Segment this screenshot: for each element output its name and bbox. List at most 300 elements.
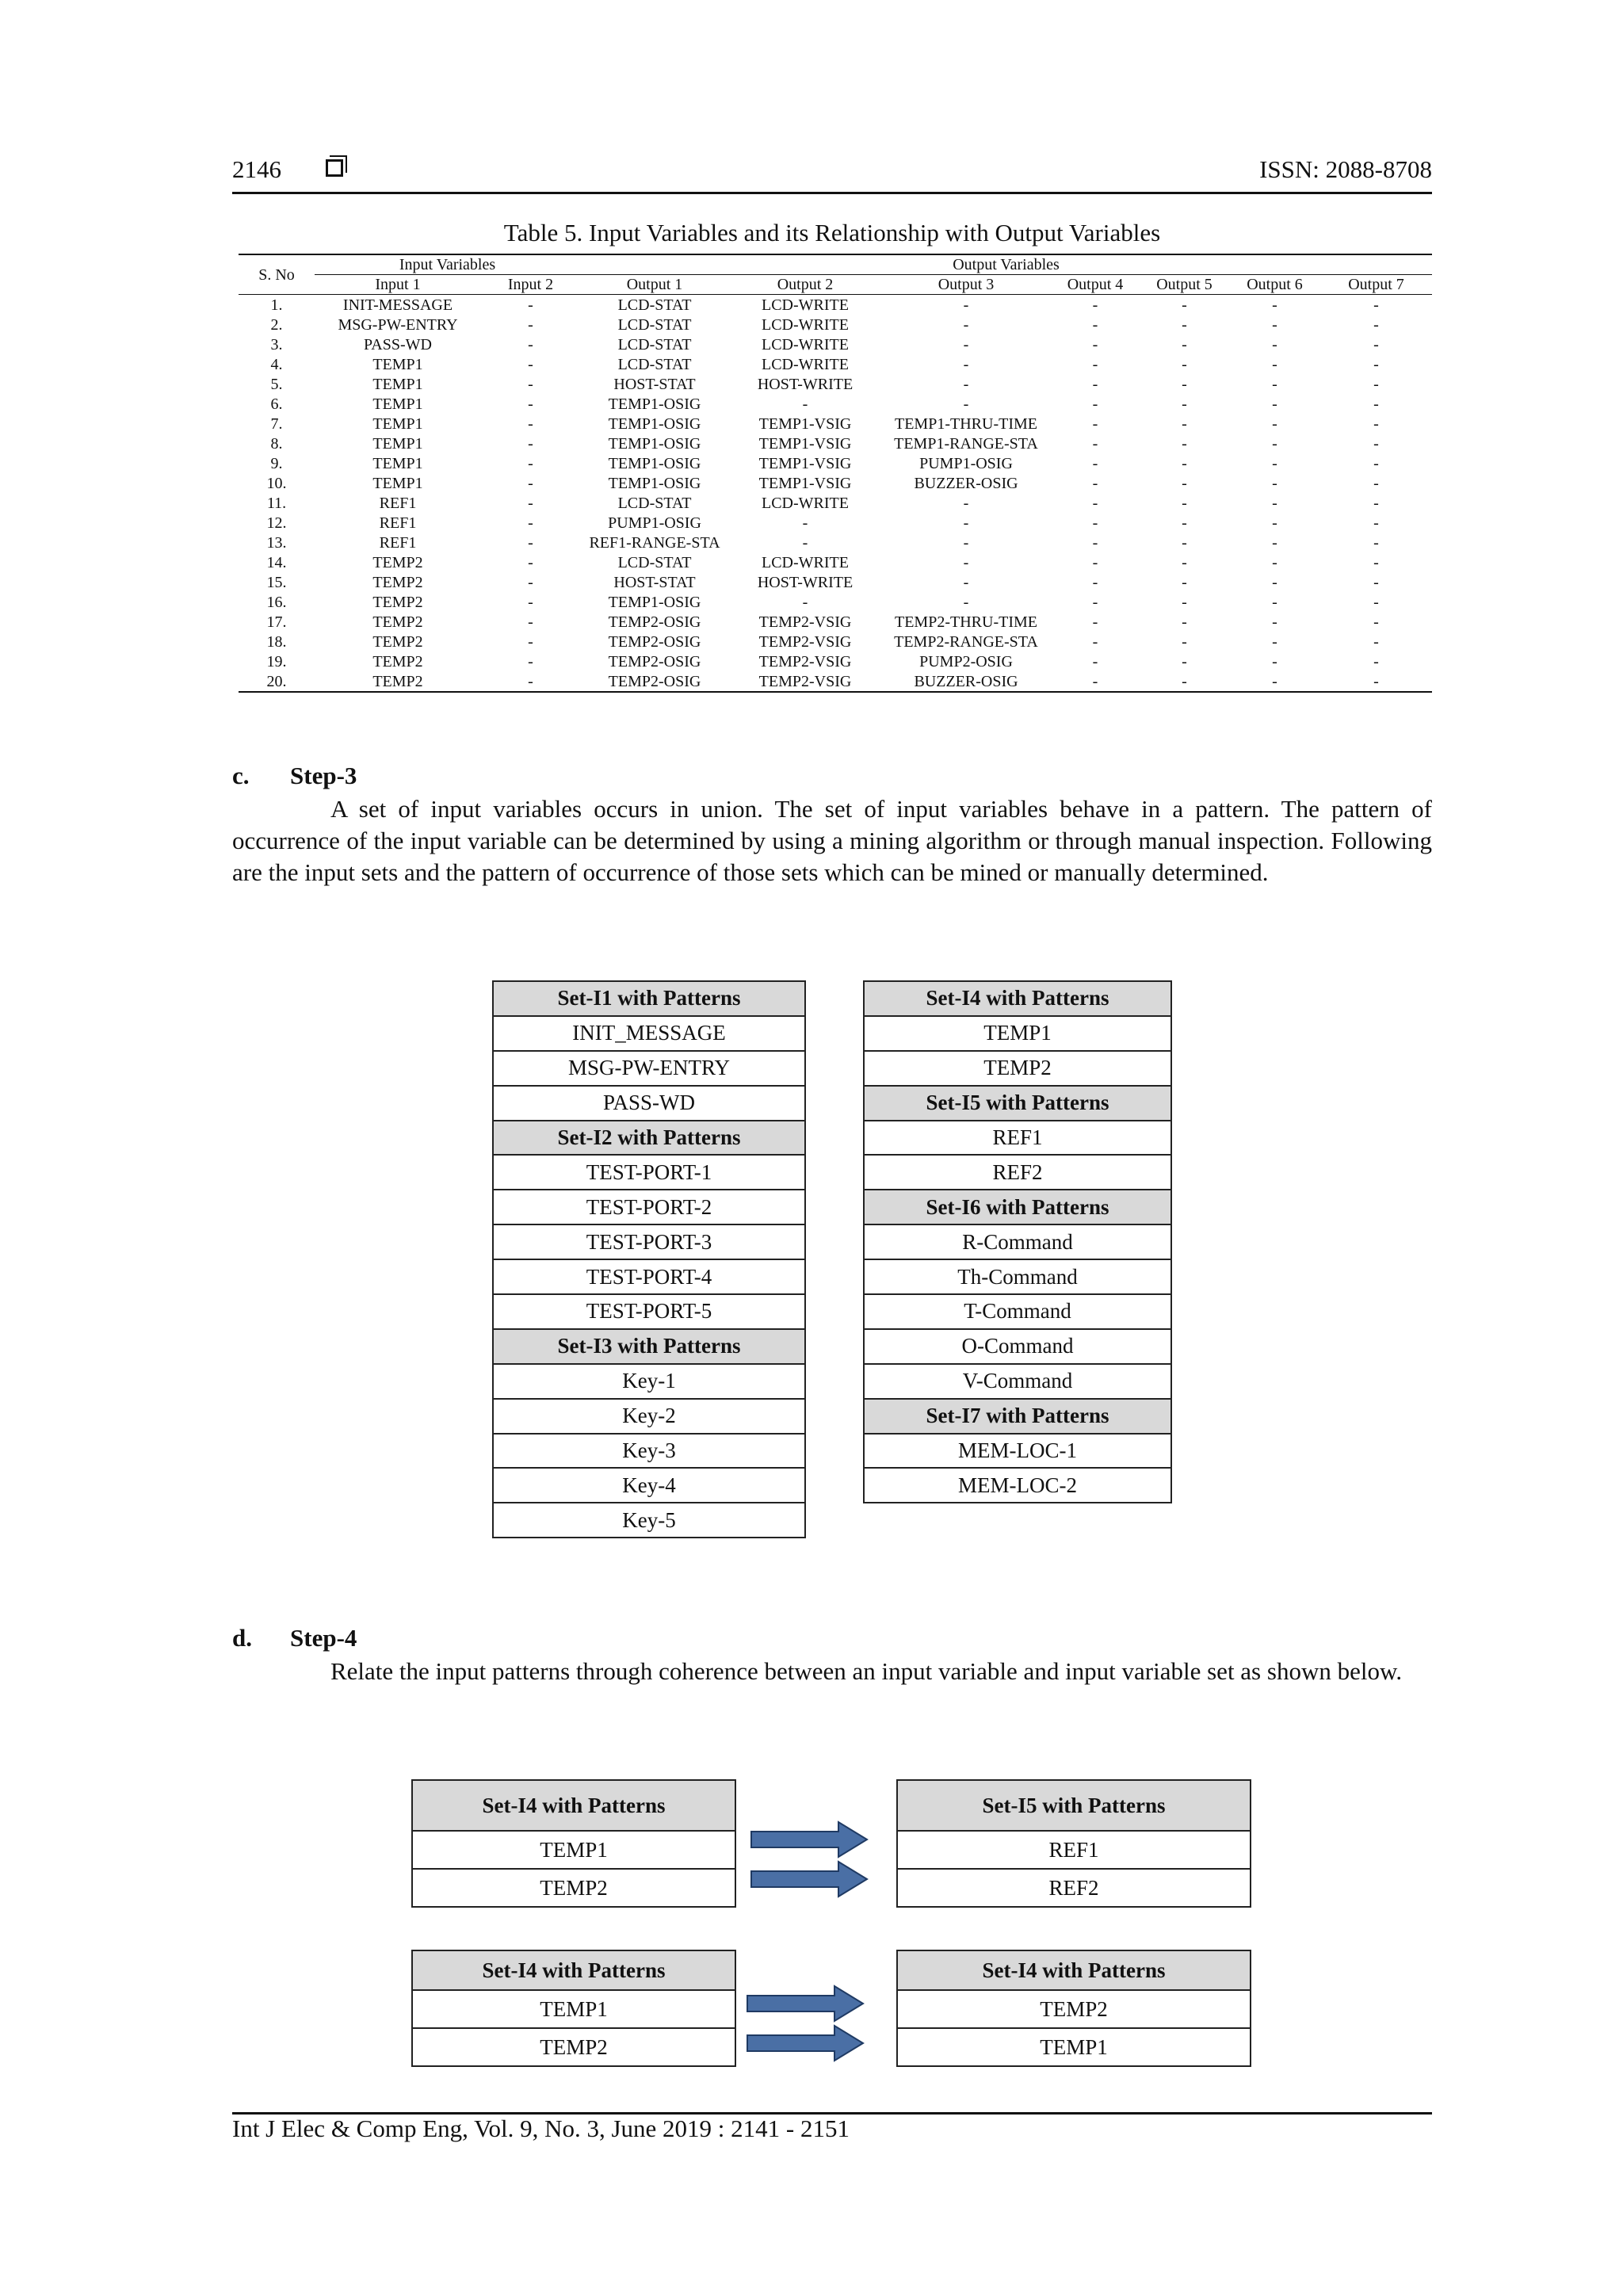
- table-cell: -: [963, 573, 969, 591]
- set-item-row: [864, 1364, 1171, 1399]
- table-cell: 16.: [266, 593, 287, 611]
- table-row: [239, 632, 1432, 651]
- set-item-row: [493, 1503, 805, 1538]
- right-arrow-icon: [747, 2026, 863, 2061]
- table-cell: REF1-RANGE-STA: [589, 533, 720, 552]
- relation-1-arrows: [750, 1820, 869, 1901]
- table-cell: -: [1272, 553, 1277, 571]
- table-cell: -: [1092, 454, 1098, 472]
- set-item-row: [864, 1468, 1171, 1503]
- set-item-row: [493, 1155, 805, 1190]
- table-cell: -: [528, 395, 533, 413]
- set-item-row: [864, 1259, 1171, 1294]
- table-cell: TEMP2: [315, 671, 481, 692]
- set-item: TEST-PORT-4: [493, 1259, 805, 1294]
- set-item: Th-Command: [864, 1259, 1171, 1294]
- set-item: Key-5: [493, 1503, 805, 1538]
- column-header: Output 2: [729, 275, 881, 295]
- set-item: TEMP2: [864, 1051, 1171, 1086]
- table-cell: TEMP1-VSIG: [758, 454, 852, 472]
- table-cell: 15.: [266, 573, 287, 591]
- table-cell: -: [481, 671, 580, 692]
- set-title: Set-I7 with Patterns: [864, 1399, 1171, 1434]
- table-cell: TEMP1: [372, 375, 423, 393]
- table-row: [239, 552, 1432, 572]
- table-cell: TEMP2-VSIG: [729, 671, 881, 692]
- table-cell: -: [1373, 533, 1379, 552]
- set-item-row: [412, 1990, 735, 2028]
- table-cell: TEMP1: [372, 395, 423, 413]
- pattern-sets-left: [492, 980, 806, 1538]
- table-cell: -: [1272, 375, 1277, 393]
- table-cell: HOST-WRITE: [757, 573, 854, 591]
- table-cell: -: [1092, 494, 1098, 512]
- set-item: TEMP1: [412, 1831, 735, 1869]
- table-cell: LCD-WRITE: [762, 296, 849, 314]
- table-cell: 6.: [270, 395, 283, 413]
- table-cell: BUZZER-OSIG: [914, 474, 1018, 492]
- table-cell: TEMP1: [372, 434, 423, 453]
- step4-paragraph: [232, 1656, 1432, 1687]
- table-cell: TEMP1: [372, 415, 423, 433]
- table-cell: -: [1229, 671, 1320, 692]
- set-item: REF1: [897, 1831, 1251, 1869]
- table-cell: -: [1092, 375, 1098, 393]
- table-cell: -: [528, 652, 533, 670]
- set-item-row: [493, 1259, 805, 1294]
- table-cell: 7.: [270, 415, 283, 433]
- table-cell: -: [1092, 652, 1098, 670]
- step3-paragraph: [232, 793, 1432, 888]
- table-cell: -: [802, 395, 808, 413]
- set-item-row: [493, 1434, 805, 1469]
- table-cell: -: [1092, 315, 1098, 334]
- set-item-row: [493, 1190, 805, 1224]
- table-row: [239, 533, 1432, 552]
- table-cell: -: [1182, 474, 1187, 492]
- table-cell: TEMP2: [372, 573, 423, 591]
- table-cell: -: [1272, 454, 1277, 472]
- table-cell: -: [1272, 514, 1277, 532]
- set-item-row: [412, 2028, 735, 2066]
- table-cell: -: [528, 434, 533, 453]
- table-cell: LCD-WRITE: [762, 553, 849, 571]
- set-item: REF1: [864, 1121, 1171, 1156]
- column-header: Output 7: [1320, 275, 1432, 295]
- set-item-row: [493, 1016, 805, 1051]
- table-cell: -: [1272, 474, 1277, 492]
- table-cell: -: [963, 395, 969, 413]
- set-item: TEST-PORT-2: [493, 1190, 805, 1224]
- set-item: MEM-LOC-2: [864, 1468, 1171, 1503]
- table-cell: -: [802, 514, 808, 532]
- table-cell: -: [1182, 573, 1187, 591]
- table-cell: LCD-STAT: [617, 315, 692, 334]
- set-item-row: [897, 1990, 1251, 2028]
- table-row: [239, 513, 1432, 533]
- table-caption: Table 5. Input Variables and its Relationship with Output Variables: [503, 219, 1161, 246]
- set-title: Set-I6 with Patterns: [864, 1190, 1171, 1224]
- set-header-row: [864, 1190, 1171, 1224]
- relation-2-right-set: [896, 1950, 1251, 2067]
- header-rule: [232, 192, 1432, 194]
- table-cell: -: [963, 553, 969, 571]
- table-cell: -: [1373, 553, 1379, 571]
- table-cell: -: [963, 514, 969, 532]
- set-header-row: [493, 981, 805, 1016]
- set-item: REF2: [864, 1155, 1171, 1190]
- table-cell: LCD-STAT: [617, 553, 692, 571]
- section-title-step4: Step-4: [290, 1624, 357, 1652]
- table-cell: TEMP2-OSIG: [608, 613, 701, 631]
- table-cell: -: [1373, 296, 1379, 314]
- column-header: Output 4: [1051, 275, 1140, 295]
- set-title: Set-I4 with Patterns: [897, 1950, 1251, 1990]
- table-cell: TEMP1-OSIG: [608, 474, 701, 492]
- table-cell: -: [528, 335, 533, 353]
- column-header: Output 5: [1140, 275, 1229, 295]
- table-row: [239, 473, 1432, 493]
- table-cell: PUMP1-OSIG: [919, 454, 1013, 472]
- set-item-row: [897, 2028, 1251, 2066]
- set-item-row: [897, 1869, 1251, 1907]
- table-row: [239, 493, 1432, 513]
- set-item: T-Command: [864, 1294, 1171, 1329]
- column-header: Input 1: [315, 275, 481, 295]
- table-cell: -: [528, 632, 533, 651]
- table-cell: -: [1092, 355, 1098, 373]
- table-cell: PUMP1-OSIG: [608, 514, 701, 532]
- table-cell: -: [1182, 434, 1187, 453]
- table-cell: -: [1092, 474, 1098, 492]
- right-arrow-icon: [747, 1986, 863, 2021]
- table-cell: 8.: [270, 434, 283, 453]
- table-cell: 14.: [266, 553, 287, 571]
- set-item-row: [493, 1399, 805, 1434]
- table-cell: 20.: [239, 671, 315, 692]
- table-cell: TEMP1-THRU-TIME: [895, 415, 1037, 433]
- relation-2-left-set: [411, 1950, 736, 2067]
- table-cell: -: [1373, 494, 1379, 512]
- table-cell: -: [963, 315, 969, 334]
- table-cell: -: [1373, 514, 1379, 532]
- table-cell: -: [963, 533, 969, 552]
- table-cell: -: [1182, 335, 1187, 353]
- table-cell: -: [1272, 533, 1277, 552]
- table-cell: -: [1373, 613, 1379, 631]
- table-cell: TEMP2: [372, 613, 423, 631]
- table-cell: -: [1140, 671, 1229, 692]
- table-cell: -: [1182, 632, 1187, 651]
- table-cell: -: [1373, 434, 1379, 453]
- table-row: [239, 592, 1432, 612]
- set-item: TEST-PORT-1: [493, 1155, 805, 1190]
- table-cell: -: [1272, 632, 1277, 651]
- set-item: TEST-PORT-5: [493, 1294, 805, 1329]
- section-label-d: d.: [232, 1624, 252, 1652]
- table-cell: -: [1092, 593, 1098, 611]
- step4-text: Relate the input patterns through coherence between an input variable and input variable set as shown below.: [330, 1657, 1403, 1685]
- table-cell: TEMP2-VSIG: [758, 652, 852, 670]
- table-cell: -: [1092, 632, 1098, 651]
- table-cell: TEMP2-OSIG: [608, 652, 701, 670]
- table-cell: -: [1272, 652, 1277, 670]
- table-cell: TEMP1: [372, 454, 423, 472]
- table-cell: -: [1373, 315, 1379, 334]
- set-item: TEMP1: [412, 1990, 735, 2028]
- set-item: R-Command: [864, 1224, 1171, 1259]
- set-item-row: [864, 1294, 1171, 1329]
- set-item-row: [493, 1051, 805, 1086]
- table-cell: PUMP2-OSIG: [919, 652, 1013, 670]
- table-cell: LCD-STAT: [617, 494, 692, 512]
- table-cell: -: [1182, 395, 1187, 413]
- table-cell: -: [963, 335, 969, 353]
- table-cell: HOST-STAT: [613, 375, 696, 393]
- table-cell: -: [1182, 494, 1187, 512]
- table-cell: -: [1092, 335, 1098, 353]
- table-cell: -: [1373, 593, 1379, 611]
- table-cell: -: [528, 553, 533, 571]
- set-header-row: [897, 1950, 1251, 1990]
- table-cell: -: [1092, 296, 1098, 314]
- footer-citation: Int J Elec & Comp Eng, Vol. 9, No. 3, June 2019 : 2141 - 2151: [232, 2115, 850, 2142]
- table-cell: -: [1092, 613, 1098, 631]
- table-cell: -: [1373, 415, 1379, 433]
- table-cell: -: [1182, 652, 1187, 670]
- set-item: Key-1: [493, 1364, 805, 1399]
- table-cell: 1.: [270, 296, 283, 314]
- table-cell: TEMP2-THRU-TIME: [895, 613, 1037, 631]
- table-cell: TEMP2-RANGE-STA: [894, 632, 1038, 651]
- column-header: Output 6: [1229, 275, 1320, 295]
- table-cell: 4.: [270, 355, 283, 373]
- table-cell: -: [1182, 613, 1187, 631]
- table-cell: PASS-WD: [364, 335, 432, 353]
- table-cell: TEMP2: [372, 632, 423, 651]
- table-cell: -: [1373, 573, 1379, 591]
- set-item: Key-3: [493, 1434, 805, 1469]
- section-label-c: c.: [232, 762, 250, 789]
- table-cell: REF1: [379, 494, 417, 512]
- table-cell: -: [1373, 454, 1379, 472]
- table-cell: LCD-WRITE: [762, 335, 849, 353]
- table-cell: 3.: [270, 335, 283, 353]
- table-cell: -: [528, 355, 533, 373]
- set-item: TEST-PORT-3: [493, 1224, 805, 1259]
- set-title: Set-I1 with Patterns: [493, 981, 805, 1016]
- table-cell: -: [1182, 375, 1187, 393]
- table-row: [239, 671, 1432, 692]
- table-row: [239, 394, 1432, 414]
- table-cell: -: [1272, 415, 1277, 433]
- set-item: TEMP2: [897, 1990, 1251, 2028]
- set-item-row: [864, 1051, 1171, 1086]
- column-header: Input 2: [481, 275, 580, 295]
- set-item-row: [412, 1869, 735, 1907]
- table-cell: -: [1272, 315, 1277, 334]
- table-cell: -: [1272, 355, 1277, 373]
- table-cell: -: [528, 573, 533, 591]
- set-item-row: [864, 1329, 1171, 1364]
- table-cell: LCD-STAT: [617, 335, 692, 353]
- set-item: V-Command: [864, 1364, 1171, 1399]
- set-item-row: [864, 1224, 1171, 1259]
- set-item-row: [412, 1831, 735, 1869]
- set-item-row: [864, 1155, 1171, 1190]
- table-cell: TEMP2-OSIG: [580, 671, 729, 692]
- set-item-row: [493, 1294, 805, 1329]
- table-row: [239, 374, 1432, 394]
- group-header-input: Input Variables: [315, 254, 580, 275]
- table-cell: -: [1272, 296, 1277, 314]
- table-cell: -: [528, 315, 533, 334]
- column-header-sno: S. No: [239, 254, 315, 295]
- table-cell: TEMP1-VSIG: [758, 474, 852, 492]
- set-title: Set-I4 with Patterns: [412, 1780, 735, 1831]
- table-cell: -: [1373, 474, 1379, 492]
- set-item: INIT_MESSAGE: [493, 1016, 805, 1051]
- table-cell: LCD-STAT: [617, 296, 692, 314]
- table-cell: TEMP2-OSIG: [608, 632, 701, 651]
- set-header-row: [412, 1780, 735, 1831]
- table-cell: LCD-WRITE: [762, 355, 849, 373]
- table-cell: TEMP2: [372, 593, 423, 611]
- table-cell: -: [802, 533, 808, 552]
- table-cell: -: [963, 494, 969, 512]
- set-item: PASS-WD: [493, 1086, 805, 1121]
- set-header-row: [897, 1780, 1251, 1831]
- set-item: MSG-PW-ENTRY: [493, 1051, 805, 1086]
- group-header-output: Output Variables: [580, 254, 1432, 275]
- table-cell: -: [1272, 573, 1277, 591]
- set-title: Set-I5 with Patterns: [864, 1086, 1171, 1121]
- right-arrow-icon: [751, 1862, 867, 1897]
- table-cell: 18.: [266, 632, 287, 651]
- table-cell: 13.: [266, 533, 287, 552]
- table-cell: TEMP2-VSIG: [758, 632, 852, 651]
- table-cell: LCD-STAT: [617, 355, 692, 373]
- table-cell: -: [1182, 553, 1187, 571]
- table-cell: REF1: [379, 514, 417, 532]
- table-cell: -: [802, 593, 808, 611]
- table-row: [239, 414, 1432, 434]
- set-item: TEMP2: [412, 2028, 735, 2066]
- table-cell: -: [1373, 335, 1379, 353]
- table-cell: -: [528, 494, 533, 512]
- table-row: [239, 434, 1432, 453]
- table-row: [239, 651, 1432, 671]
- set-title: Set-I2 with Patterns: [493, 1121, 805, 1156]
- set-item-row: [493, 1086, 805, 1121]
- set-header-row: [864, 1086, 1171, 1121]
- table-cell: -: [1182, 296, 1187, 314]
- table-cell: -: [1272, 335, 1277, 353]
- table-cell: 5.: [270, 375, 283, 393]
- table-cell: -: [1182, 315, 1187, 334]
- table-cell: TEMP1-OSIG: [608, 593, 701, 611]
- table-cell: -: [1373, 652, 1379, 670]
- table-cell: -: [1272, 395, 1277, 413]
- set-title: Set-I3 with Patterns: [493, 1329, 805, 1364]
- table-cell: TEMP2: [372, 553, 423, 571]
- table-cell: -: [1182, 514, 1187, 532]
- relation-2-arrows: [746, 1985, 865, 2065]
- table-cell: -: [1092, 434, 1098, 453]
- table-cell: TEMP1-RANGE-STA: [894, 434, 1038, 453]
- table-cell: TEMP1-VSIG: [758, 415, 852, 433]
- set-title: Set-I4 with Patterns: [864, 981, 1171, 1016]
- table-cell: -: [1272, 593, 1277, 611]
- set-item-row: [864, 1121, 1171, 1156]
- table-cell: -: [963, 593, 969, 611]
- relation-1-right-set: [896, 1779, 1251, 1908]
- table-row: [239, 612, 1432, 632]
- page-number: 2146: [232, 155, 281, 183]
- table-cell: -: [1373, 375, 1379, 393]
- step3-text: A set of input variables occurs in union. The set of input variables behave in a pattern. The pattern of occurrence of the input variable can be determined by using a mining algorithm or through manual inspection. Following are the input sets and the pattern of occurrence of those sets which can be mined or manually determined.: [232, 795, 1432, 886]
- table-cell: -: [528, 514, 533, 532]
- table-cell: -: [1092, 573, 1098, 591]
- table-cell: LCD-WRITE: [762, 494, 849, 512]
- table-cell: -: [528, 415, 533, 433]
- table-row: [239, 453, 1432, 473]
- table-cell: HOST-WRITE: [757, 375, 854, 393]
- set-item-row: [493, 1468, 805, 1503]
- table-cell: TEMP1-VSIG: [758, 434, 852, 453]
- table-cell: 12.: [266, 514, 287, 532]
- table-cell: -: [1092, 415, 1098, 433]
- right-arrow-icon: [751, 1822, 867, 1857]
- set-item: TEMP2: [412, 1869, 735, 1907]
- set-title: Set-I5 with Patterns: [897, 1780, 1251, 1831]
- set-title: Set-I4 with Patterns: [412, 1950, 735, 1990]
- table-row: [239, 354, 1432, 374]
- set-item-row: [864, 1016, 1171, 1051]
- table-cell: -: [1373, 395, 1379, 413]
- set-header-row: [412, 1950, 735, 1990]
- table-cell: -: [1182, 355, 1187, 373]
- set-header-row: [864, 1399, 1171, 1434]
- table-row: [239, 572, 1432, 592]
- set-header-row: [493, 1329, 805, 1364]
- table-cell: TEMP2: [372, 652, 423, 670]
- table-cell: 19.: [266, 652, 287, 670]
- table-cell: 10.: [266, 474, 287, 492]
- set-item: REF2: [897, 1869, 1251, 1907]
- table-cell: MSG-PW-ENTRY: [338, 315, 458, 334]
- table-cell: BUZZER-OSIG: [881, 671, 1051, 692]
- set-header-row: [493, 1121, 805, 1156]
- table-cell: -: [1182, 454, 1187, 472]
- checkbox-glyph-icon: [326, 159, 343, 177]
- table-cell: -: [963, 296, 969, 314]
- set-item-row: [897, 1831, 1251, 1869]
- journal-issn: ISSN: 2088-8708: [1259, 155, 1432, 183]
- table-cell: -: [1373, 632, 1379, 651]
- table-cell: -: [1092, 553, 1098, 571]
- table-cell: 2.: [270, 315, 283, 334]
- set-item: TEMP1: [897, 2028, 1251, 2066]
- table-cell: -: [528, 375, 533, 393]
- table-cell: TEMP1-OSIG: [608, 415, 701, 433]
- table-cell: HOST-STAT: [613, 573, 696, 591]
- table-cell: TEMP1: [372, 474, 423, 492]
- set-item-row: [493, 1224, 805, 1259]
- table-cell: -: [1373, 355, 1379, 373]
- table-cell: -: [1272, 434, 1277, 453]
- table-cell: -: [1272, 613, 1277, 631]
